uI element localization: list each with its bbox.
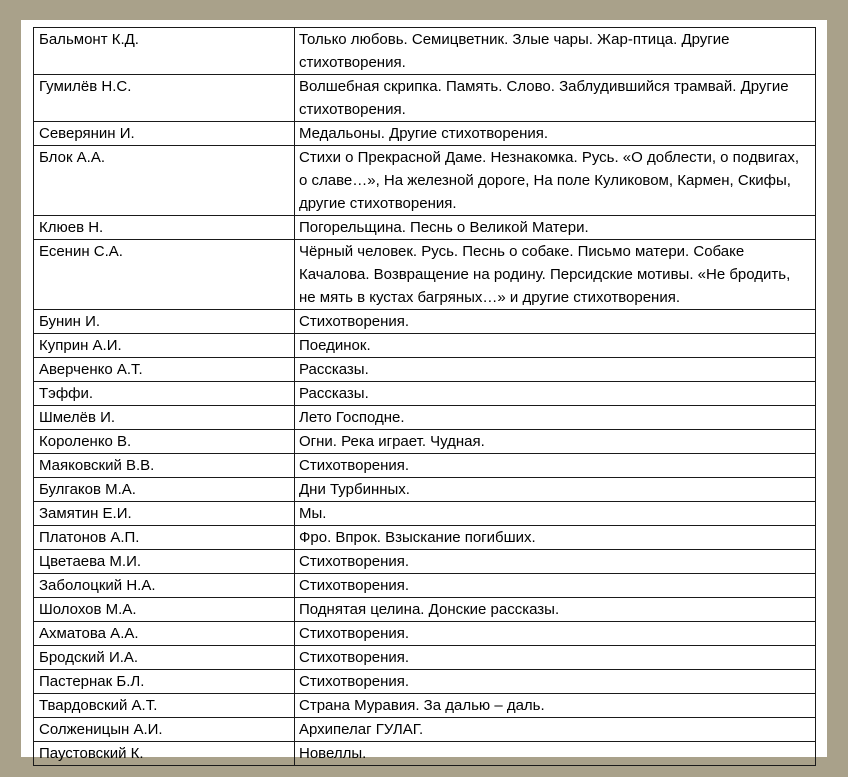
works-cell: Стихотворения. xyxy=(295,574,816,598)
table-row xyxy=(34,454,816,478)
table-body xyxy=(34,28,816,766)
table-row xyxy=(34,216,816,240)
author-cell: Бальмонт К.Д. xyxy=(34,28,295,75)
works-cell: Чёрный человек. Русь. Песнь о собаке. Письмо матери. Собаке Качалова. Возвращение на родину. Персидские мотивы. «Не бродить, не мять в кустах багряных…» и другие стихотворения. xyxy=(295,240,816,310)
works-cell: Стихотворения. xyxy=(295,310,816,334)
table-row xyxy=(34,240,816,310)
works-cell: Архипелаг ГУЛАГ. xyxy=(295,718,816,742)
works-cell: Лето Господне. xyxy=(295,406,816,430)
works-cell: Стихотворения. xyxy=(295,454,816,478)
works-cell: Дни Турбинных. xyxy=(295,478,816,502)
author-cell: Пастернак Б.Л. xyxy=(34,670,295,694)
table-row xyxy=(34,430,816,454)
works-cell: Стихотворения. xyxy=(295,550,816,574)
table-row xyxy=(34,75,816,122)
author-cell: Маяковский В.В. xyxy=(34,454,295,478)
works-cell: Стихотворения. xyxy=(295,646,816,670)
author-cell: Тэффи. xyxy=(34,382,295,406)
works-cell: Страна Муравия. За далью – даль. xyxy=(295,694,816,718)
table-row xyxy=(34,122,816,146)
table-row xyxy=(34,478,816,502)
author-cell: Гумилёв Н.С. xyxy=(34,75,295,122)
author-cell: Заболоцкий Н.А. xyxy=(34,574,295,598)
author-cell: Короленко В. xyxy=(34,430,295,454)
author-cell: Аверченко А.Т. xyxy=(34,358,295,382)
table-row xyxy=(34,310,816,334)
author-cell: Твардовский А.Т. xyxy=(34,694,295,718)
author-cell: Клюев Н. xyxy=(34,216,295,240)
works-cell: Рассказы. xyxy=(295,382,816,406)
author-cell: Шмелёв И. xyxy=(34,406,295,430)
table-row xyxy=(34,550,816,574)
author-cell: Цветаева М.И. xyxy=(34,550,295,574)
works-cell: Медальоны. Другие стихотворения. xyxy=(295,122,816,146)
document-page xyxy=(21,20,827,762)
author-cell: Ахматова А.А. xyxy=(34,622,295,646)
table-row xyxy=(34,358,816,382)
author-cell: Есенин С.А. xyxy=(34,240,295,310)
table-row xyxy=(34,694,816,718)
author-cell: Северянин И. xyxy=(34,122,295,146)
works-cell: Погорельщина. Песнь о Великой Матери. xyxy=(295,216,816,240)
works-cell: Волшебная скрипка. Память. Слово. Заблудившийся трамвай. Другие стихотворения. xyxy=(295,75,816,122)
author-cell: Платонов А.П. xyxy=(34,526,295,550)
works-cell: Поднятая целина. Донские рассказы. xyxy=(295,598,816,622)
table-row xyxy=(34,598,816,622)
table-row xyxy=(34,146,816,216)
works-cell: Поединок. xyxy=(295,334,816,358)
table-row xyxy=(34,382,816,406)
works-cell: Стихотворения. xyxy=(295,670,816,694)
works-cell: Мы. xyxy=(295,502,816,526)
works-cell: Новеллы. xyxy=(295,742,816,766)
works-cell: Только любовь. Семицветник. Злые чары. Жар-птица. Другие стихотворения. xyxy=(295,28,816,75)
author-cell: Бродский И.А. xyxy=(34,646,295,670)
author-cell: Замятин Е.И. xyxy=(34,502,295,526)
author-cell: Бунин И. xyxy=(34,310,295,334)
author-cell: Блок А.А. xyxy=(34,146,295,216)
table-row xyxy=(34,406,816,430)
table-row xyxy=(34,622,816,646)
table-row xyxy=(34,670,816,694)
works-cell: Огни. Река играет. Чудная. xyxy=(295,430,816,454)
author-cell: Солженицын А.И. xyxy=(34,718,295,742)
table-row xyxy=(34,502,816,526)
author-cell: Булгаков М.А. xyxy=(34,478,295,502)
author-cell: Шолохов М.А. xyxy=(34,598,295,622)
works-cell: Рассказы. xyxy=(295,358,816,382)
table-row xyxy=(34,742,816,766)
works-cell: Фро. Впрок. Взыскание погибших. xyxy=(295,526,816,550)
table-row xyxy=(34,334,816,358)
table-row xyxy=(34,574,816,598)
works-cell: Стихотворения. xyxy=(295,622,816,646)
table-row xyxy=(34,28,816,75)
author-cell: Куприн А.И. xyxy=(34,334,295,358)
author-cell: Паустовский К. xyxy=(34,742,295,766)
works-cell: Стихи о Прекрасной Даме. Незнакомка. Русь. «О доблести, о подвигах, о славе…», На железной дороге, На поле Куликовом, Кармен, Скифы, другие стихотворения. xyxy=(295,146,816,216)
authors-works-table xyxy=(33,27,816,766)
table-row xyxy=(34,646,816,670)
table-row xyxy=(34,718,816,742)
table-row xyxy=(34,526,816,550)
